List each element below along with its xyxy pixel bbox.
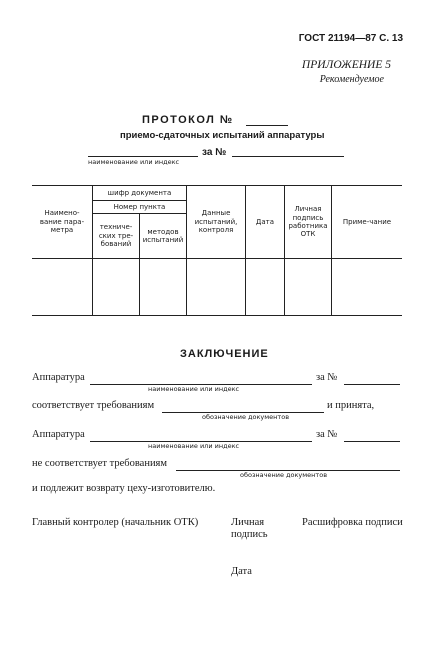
conclusion-complies-label: соответствует требованиям xyxy=(32,400,155,411)
protocol-number-line xyxy=(246,125,288,126)
appendix-status: Рекомендуемое xyxy=(319,74,384,85)
conclusion-apparatus-caption-2: наименование или индекс xyxy=(148,442,240,450)
signature-controller: Главный контролер (начальник ОТК) xyxy=(32,517,199,528)
th-doc-code: шифр документа xyxy=(93,186,187,201)
cell-empty xyxy=(140,259,187,316)
cell-empty xyxy=(93,259,140,316)
apparatus-name-caption: наименование или индекс xyxy=(88,158,180,166)
appendix-title: ПРИЛОЖЕНИЕ 5 xyxy=(301,59,391,71)
th-note: Приме-чание xyxy=(332,186,403,259)
cell-empty xyxy=(285,259,332,316)
cell-empty xyxy=(332,259,403,316)
signature-personal: Личная подпись xyxy=(231,517,268,541)
th-parameter-name: Наимено-вание пара-метра xyxy=(32,186,93,259)
protocol-za-label: за № xyxy=(202,147,227,158)
standard-header: ГОСТ 21194—87 С. 13 xyxy=(298,33,403,44)
th-signature: Личная подпись работника ОТК xyxy=(285,186,332,259)
cell-empty xyxy=(246,259,285,316)
th-item-number: Номер пункта xyxy=(93,201,187,214)
conclusion-za-label: за № xyxy=(316,372,338,383)
th-tech-requirements: техниче-ских тре-бований xyxy=(93,214,140,259)
conclusion-number-line xyxy=(344,384,400,385)
th-test-data: Данные испытаний, контроля xyxy=(187,186,246,259)
signature-decoding: Расшифровка подписи xyxy=(302,517,403,528)
conclusion-title: ЗАКЛЮЧЕНИЕ xyxy=(180,348,269,360)
conclusion-apparatus-caption: наименование или индекс xyxy=(148,385,240,393)
protocol-subtitle: приемо-сдаточных испытаний аппаратуры xyxy=(120,130,325,141)
protocol-title: ПРОТОКОЛ № xyxy=(142,114,234,126)
th-date: Дата xyxy=(246,186,285,259)
signature-date: Дата xyxy=(231,566,252,577)
conclusion-za-label-2: за № xyxy=(316,429,338,440)
th-test-methods: методов испытаний xyxy=(140,214,187,259)
cell-empty xyxy=(32,259,93,316)
conclusion-docs-caption: обозначение документов xyxy=(202,413,290,421)
cell-empty xyxy=(187,259,246,316)
conclusion-accepted-text: и принята, xyxy=(327,400,375,411)
conclusion-apparatus-label-2: Аппаратура xyxy=(32,429,85,440)
conclusion-number-line-2 xyxy=(344,441,400,442)
conclusion-return-text: и подлежит возврату цеху-изготовителю. xyxy=(32,483,216,494)
conclusion-apparatus-label: Аппаратура xyxy=(32,372,85,383)
protocol-table xyxy=(32,185,402,316)
apparatus-number-line xyxy=(232,156,344,157)
apparatus-name-line xyxy=(88,156,198,157)
conclusion-not-complies-label: не соответствует требованиям xyxy=(32,458,168,469)
table-row xyxy=(32,259,402,316)
conclusion-docs-caption-2: обозначение документов xyxy=(240,471,328,479)
